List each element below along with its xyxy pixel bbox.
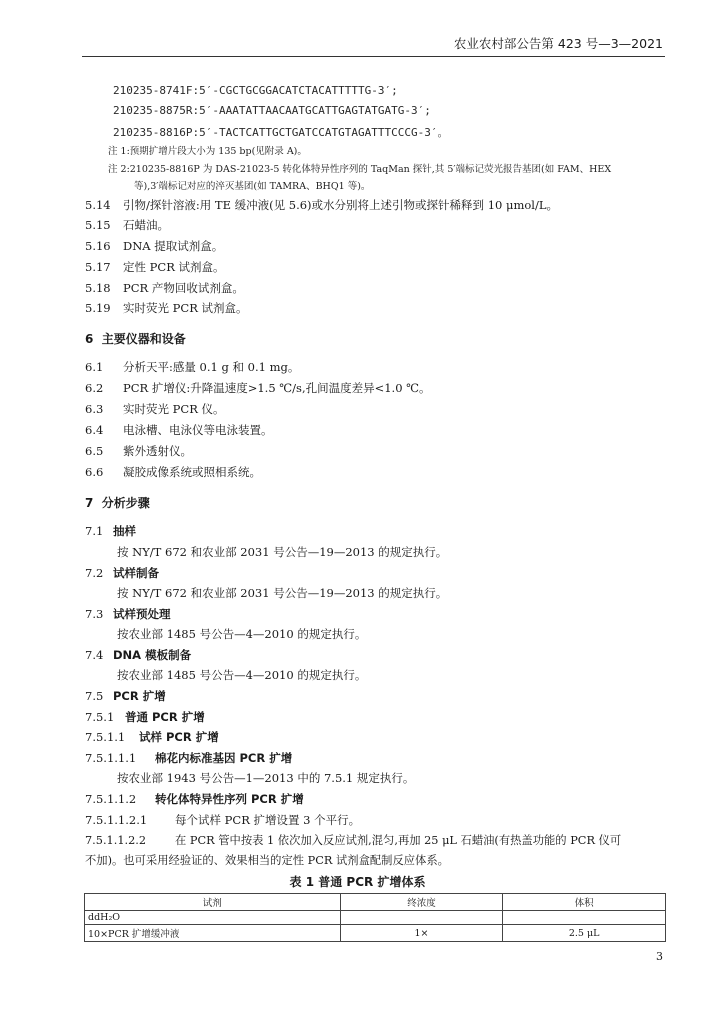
- subsection-title: 普通 PCR 扩增: [125, 710, 205, 724]
- section-title: 分析步骤: [101, 496, 150, 510]
- item-text: PCR 产物回收试剂盒。: [123, 281, 244, 295]
- note: 注 1:预期扩增片段大小为 135 bp(见附录 A)。: [108, 146, 307, 157]
- subsection-title: 试样制备: [113, 566, 159, 580]
- list-item: [85, 464, 261, 480]
- item-number: 6.4: [85, 423, 104, 437]
- page-header: 农业农村部公告第 423 号—3—2021: [453, 36, 663, 51]
- item-text: DNA 提取试剂盒。: [123, 239, 224, 253]
- table-header: 试剂: [85, 894, 341, 911]
- table-header-row: [85, 894, 666, 911]
- primer-sequence: 210235-8741F:5′-CGCTGCGGACATCTACATTTTTG-3′;: [113, 84, 398, 97]
- list-item: [85, 280, 244, 296]
- probe-sequence: 210235-8816P:5′-TACTCATTGCTGATCCATGTAGATTTCCCG-3′。: [113, 126, 449, 139]
- subsection-heading: [85, 565, 159, 581]
- item-number: 6.6: [85, 465, 104, 479]
- paragraph-line: 在 PCR 管中按表 1 依次加入反应试剂,混匀,再加 25 μL 石蜡油(有热盖功能的 PCR 仪可: [175, 834, 622, 847]
- subsection-number: 7.5.1.1.2.2: [85, 834, 147, 847]
- list-item: [85, 259, 225, 275]
- subsection-number: 7.5.1.1.1: [85, 751, 137, 765]
- list-item: [85, 380, 431, 396]
- section-number: 7: [85, 496, 94, 510]
- item-number: 6.5: [85, 444, 104, 458]
- table-header: 体积: [503, 894, 666, 911]
- table-header: 终浓度: [340, 894, 503, 911]
- item-text: 实时荧光 PCR 仪。: [123, 402, 225, 416]
- subsection-number: 7.5: [85, 689, 104, 703]
- paragraph: 按 NY/T 672 和农业部 2031 号公告—19—2013 的规定执行。: [117, 586, 448, 600]
- subsection-title: 试样 PCR 扩增: [139, 730, 219, 744]
- item-text: 引物/探针溶液:用 TE 缓冲液(见 5.6)或水分别将上述引物或探针稀释到 10 μmol/L。: [123, 198, 558, 212]
- item-number: 5.15: [85, 218, 111, 232]
- table-cell: [340, 911, 503, 925]
- subsection-heading: [85, 647, 191, 663]
- subsection-heading: [85, 729, 219, 745]
- table-cell: [503, 911, 666, 925]
- subsection-number: 7.5.1: [85, 710, 115, 724]
- table-row: [85, 925, 666, 942]
- list-item: [85, 197, 558, 213]
- subsection-title: 抽样: [113, 524, 136, 538]
- item-number: 6.3: [85, 402, 104, 416]
- subsection-number: 7.1: [85, 524, 104, 538]
- list-item: [85, 443, 192, 459]
- list-item: [85, 238, 223, 254]
- note-continuation: 等),3′端标记对应的淬灭基团(如 TAMRA、BHQ1 等)。: [134, 181, 371, 192]
- subsection-heading: [85, 523, 136, 539]
- reaction-table: [84, 893, 666, 942]
- paragraph-line: 不加)。也可采用经验证的、效果相当的定性 PCR 试剂盒配制反应体系。: [85, 854, 449, 867]
- note: 注 2:210235-8816P 为 DAS-21023-5 转化体特异性序列的 TaqMan 探针,其 5′端标记荧光报告基团(如 FAM、HEX: [108, 164, 612, 175]
- subsection-number: 7.3: [85, 607, 104, 621]
- subsection-title: DNA 模板制备: [113, 648, 192, 662]
- paragraph: 按 NY/T 672 和农业部 2031 号公告—19—2013 的规定执行。: [117, 545, 448, 559]
- subsection-number: 7.5.1.1.2.1: [85, 813, 148, 827]
- item-text: 电泳槽、电泳仪等电泳装置。: [123, 423, 273, 437]
- paragraph: 按农业部 1943 号公告—1—2013 中的 7.5.1 规定执行。: [117, 771, 415, 785]
- list-item: [85, 300, 248, 316]
- item-text: 每个试样 PCR 扩增设置 3 个平行。: [175, 813, 361, 827]
- item-text: 实时荧光 PCR 试剂盒。: [123, 301, 248, 315]
- section-heading: [85, 330, 186, 347]
- list-item: [85, 422, 273, 438]
- subsection-number: 7.5.1.1: [85, 730, 126, 744]
- item-number: 5.19: [85, 301, 111, 315]
- primer-sequence: 210235-8875R:5′-AAATATTAACAATGCATTGAGTATGATG-3′;: [113, 104, 431, 117]
- subsection-title: 转化体特异性序列 PCR 扩增: [155, 792, 304, 806]
- item-text: 石蜡油。: [123, 218, 169, 232]
- item-number: 6.1: [85, 360, 104, 374]
- item-number: 5.14: [85, 198, 111, 212]
- subsection-heading: [85, 688, 166, 704]
- paragraph: [85, 832, 621, 848]
- subsection-heading: [85, 791, 304, 807]
- paragraph: 按农业部 1485 号公告—4—2010 的规定执行。: [117, 668, 367, 682]
- table-cell: 10×PCR 扩增缓冲液: [85, 925, 341, 942]
- subsection-title: PCR 扩增: [113, 689, 166, 703]
- table-caption: 表 1 普通 PCR 扩增体系: [289, 875, 426, 889]
- page-number: 3: [656, 950, 663, 963]
- item-text: 凝胶成像系统或照相系统。: [123, 465, 261, 479]
- subsection-title: 棉花内标准基因 PCR 扩增: [155, 751, 293, 765]
- list-item: [85, 401, 225, 417]
- subsection-heading: [85, 750, 292, 766]
- section-number: 6: [85, 332, 94, 346]
- table-cell: 2.5 μL: [503, 925, 666, 942]
- item-text: 定性 PCR 试剂盒。: [123, 260, 225, 274]
- subsection-number: 7.4: [85, 648, 104, 662]
- list-item: [85, 217, 169, 233]
- subsection-item: [85, 812, 360, 828]
- table-cell: ddH₂O: [85, 911, 341, 925]
- item-text: 紫外透射仪。: [123, 444, 192, 458]
- subsection-title: 试样预处理: [113, 607, 171, 621]
- table-row: [85, 911, 666, 925]
- subsection-number: 7.5.1.1.2: [85, 792, 137, 806]
- item-number: 5.17: [85, 260, 111, 274]
- section-heading: [85, 494, 150, 511]
- item-number: 5.18: [85, 281, 111, 295]
- subsection-heading: [85, 709, 205, 725]
- list-item: [85, 359, 299, 375]
- header-rule: [82, 56, 665, 57]
- table-cell: 1×: [340, 925, 503, 942]
- section-title: 主要仪器和设备: [101, 332, 186, 346]
- paragraph: 按农业部 1485 号公告—4—2010 的规定执行。: [117, 627, 367, 641]
- item-text: 分析天平:感量 0.1 g 和 0.1 mg。: [123, 360, 300, 374]
- item-number: 5.16: [85, 239, 111, 253]
- subsection-number: 7.2: [85, 566, 104, 580]
- item-text: PCR 扩增仪:升降温速度>1.5 ℃/s,孔间温度差异<1.0 ℃。: [123, 381, 431, 395]
- subsection-heading: [85, 606, 171, 622]
- item-number: 6.2: [85, 381, 104, 395]
